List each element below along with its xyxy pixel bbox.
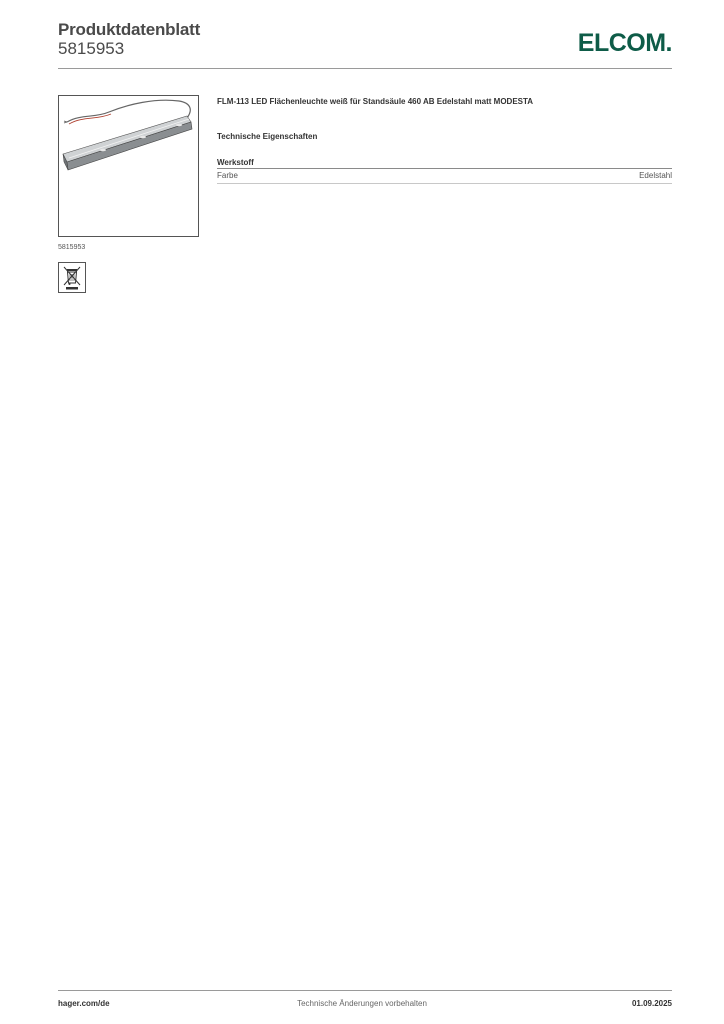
property-value: Edelstahl [639,171,672,180]
doc-number: 5815953 [58,39,125,58]
product-title: FLM-113 LED Flächenleuchte weiß für Standsäule 460 AB Edelstahl matt MODESTA [217,97,534,106]
section-heading: Technische Eigenschaften [217,132,318,141]
group-heading: Werkstoff [217,158,254,167]
footer-date: 01.09.2025 [631,999,672,1008]
property-label: Farbe [217,171,238,180]
weee-bin-icon [58,262,86,293]
footer-divider [58,990,672,991]
footer-website: hager.com/de [58,999,110,1008]
product-bar-face [67,122,192,170]
product-image [59,96,198,236]
image-caption: 5815953 [58,244,86,251]
footer-disclaimer: Technische Änderungen vorbehalten [297,999,427,1008]
elcom-logo: ELCOM. [577,29,672,57]
header-divider [58,68,672,69]
group-divider [217,168,672,169]
row-divider [217,183,672,184]
product-image-frame [58,95,199,237]
crossed-out-wheelie-bin-icon [59,263,85,292]
property-row [217,171,672,182]
doc-title: Produktdatenblatt [58,20,201,39]
